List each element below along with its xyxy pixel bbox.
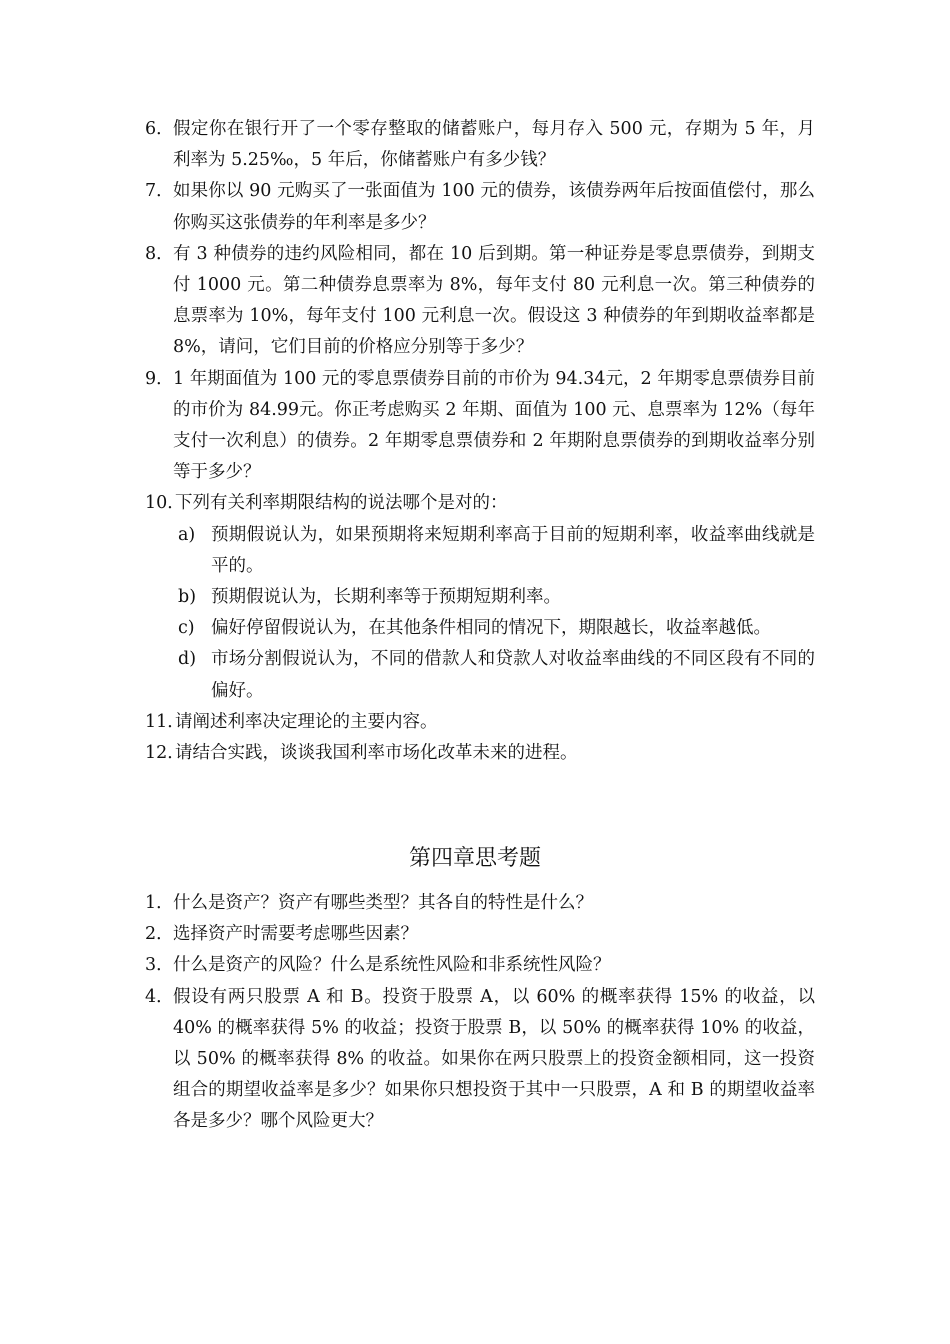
question-text: 请阐述利率决定理论的主要内容。 [175, 711, 438, 732]
question-number: 7． [145, 181, 174, 202]
option-text: 市场分割假说认为，不同的借款人和贷款人对收益率曲线的不同区段有不同的偏好。 [211, 649, 815, 701]
option-text: 预期假说认为，如果预期将来短期利率高于目前的短期利率，收益率曲线就是平的。 [211, 524, 815, 576]
option-a [145, 520, 815, 582]
question-text: 什么是资产？资产有哪些类型？其各自的特性是什么？ [173, 893, 593, 913]
question-number: 12． [145, 743, 185, 764]
option-b [145, 582, 815, 613]
question-text: 假设有两只股票 A 和 B。投资于股票 A，以 60% 的概率获得 15% 的收益，以 40% 的概率获得 5% 的收益；投资于股票 B，以 50% 的概率获得 10% 的收益，以 50% 的概率获得 8% 的收益。如果你在两只股票上的投资金额相同，这一投资组合的期望收益率是多少？如果你只想投资于其中一只股票，A 和 B 的期望收益率各是多少？哪个风险更大？ [173, 986, 815, 1132]
question-text: 1 年期面值为 100 元的零息票债券目前的市价为 94.34元，2 年期零息票债券目前的市价为 84.99元。你正考虑购买 2 年期、面值为 100 元、息票率为 12%（每年支付一次利息）的债券。2 年期零息票债券和 2 年期附息票债券的到期收益率分别等于多少？ [173, 368, 815, 483]
option-letter: d) [178, 649, 197, 670]
question-number: 4． [145, 986, 174, 1007]
question-10 [145, 488, 815, 519]
question-12 [145, 738, 815, 769]
question-1 [145, 888, 815, 919]
question-8 [145, 239, 815, 364]
option-d [145, 644, 815, 706]
question-text: 下列有关利率期限结构的说法哪个是对的： [175, 493, 508, 514]
question-number: 1． [145, 893, 174, 913]
chapter-heading: 第四章思考题 [408, 846, 541, 871]
option-letter: c) [178, 618, 195, 639]
question-text: 假定你在银行开了一个零存整取的储蓄账户，每月存入 500 元，存期为 5 年，月利率为 5.25‰，5 年后，你储蓄账户有多少钱？ [173, 119, 815, 171]
question-text: 有 3 种债券的违约风险相同，都在 10 后到期。第一种证券是零息票债券，到期支付 1000 元。第二种债券息票率为 8%，每年支付 80 元利息一次。第三种债券的息票率为 10%，每年支付 100 元利息一次。假设这 3 种债券的年到期收益率都是 8%，请问，它们目前的价格应分别等于多少？ [173, 243, 815, 358]
question-2 [145, 919, 815, 950]
question-7 [145, 176, 815, 238]
question-number: 9． [145, 368, 174, 389]
option-c [145, 613, 815, 644]
question-number: 10． [145, 493, 185, 514]
question-list-chapter-4 [145, 888, 815, 1138]
question-text: 选择资产时需要考虑哪些因素？ [173, 924, 418, 945]
question-text: 如果你以 90 元购买了一张面值为 100 元的债券，该债券两年后按面值偿付，那么你购买这张债券的年利率是多少？ [173, 181, 815, 233]
question-11 [145, 707, 815, 738]
question-number: 3． [145, 955, 174, 976]
question-number: 2． [145, 924, 174, 945]
question-number: 11． [145, 711, 185, 732]
option-letter: b) [178, 587, 197, 608]
question-list-chapter-3 [145, 114, 815, 769]
question-4 [145, 982, 815, 1138]
option-letter: a) [178, 524, 196, 545]
option-text: 预期假说认为，长期利率等于预期短期利率。 [211, 587, 561, 608]
question-text: 请结合实践，谈谈我国利率市场化改革未来的进程。 [175, 743, 578, 764]
question-6 [145, 114, 815, 176]
question-number: 8． [145, 243, 174, 264]
option-text: 偏好停留假说认为，在其他条件相同的情况下，期限越长，收益率越低。 [211, 618, 771, 639]
question-3 [145, 950, 815, 981]
question-9 [145, 364, 815, 489]
question-number: 6． [145, 119, 174, 139]
question-text: 什么是资产的风险？什么是系统性风险和非系统性风险？ [173, 955, 611, 976]
